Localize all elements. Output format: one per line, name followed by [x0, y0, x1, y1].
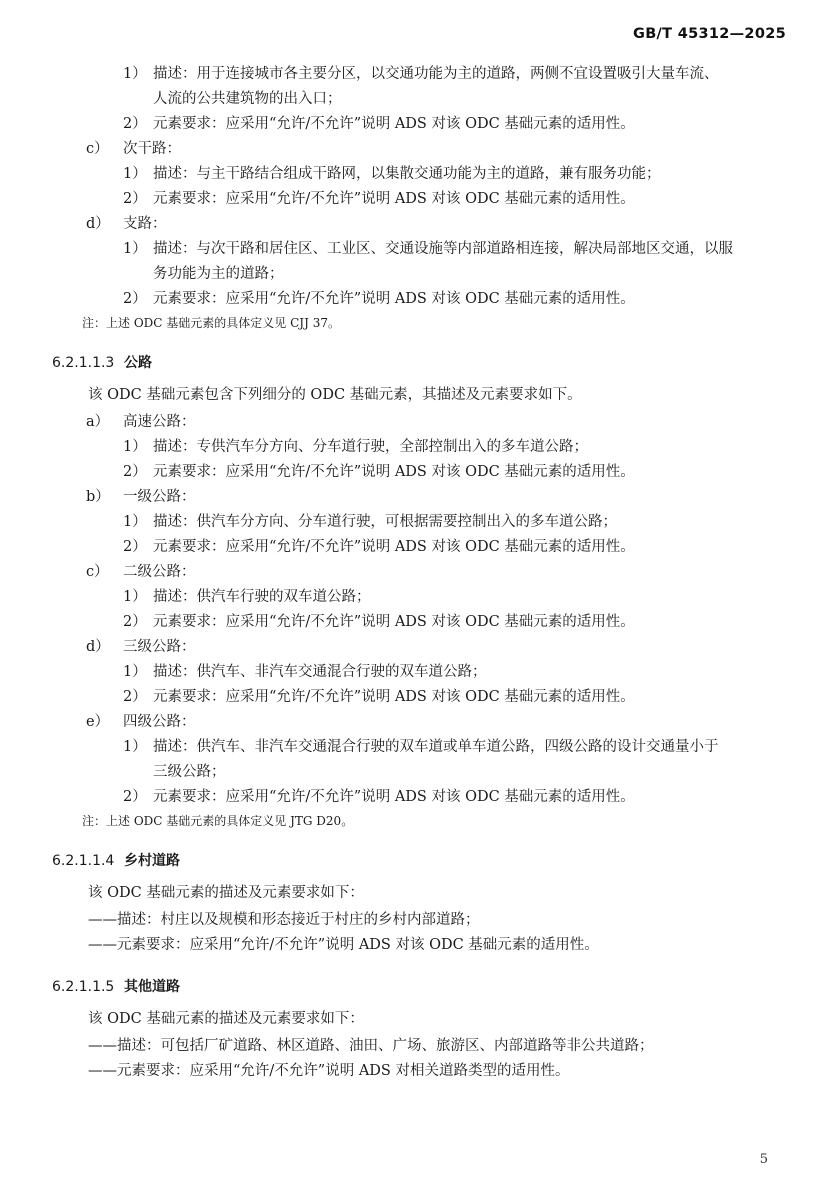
- list-item: [0, 162, 832, 187]
- group-label: 三级公路：: [123, 639, 196, 655]
- list-item: [0, 785, 832, 810]
- group-label: 支路：: [123, 216, 167, 232]
- item-text: 描述：与次干路和居住区、工业区、交通设施等内部道路相连接，解决局部地区交通，以服: [153, 241, 733, 257]
- item-marker: 1）: [123, 66, 147, 82]
- item-text: 元素要求：应采用“允许/不允许”说明 ADS 对该 ODC 基础元素的适用性。: [153, 291, 635, 307]
- page-number: 5: [759, 1152, 768, 1167]
- item-marker: 2）: [123, 464, 147, 480]
- group-label: 一级公路：: [123, 489, 196, 505]
- list-item: [0, 685, 832, 710]
- list-group-heading: [0, 410, 832, 435]
- item-text: 元素要求：应采用“允许/不允许”说明 ADS 对该 ODC 基础元素的适用性。: [153, 614, 635, 630]
- section-heading: [0, 970, 832, 1004]
- item-marker: 1）: [123, 589, 147, 605]
- list-item-continuation: [0, 262, 832, 287]
- dash-item: [0, 1059, 832, 1084]
- dash-item-text: ——描述：可包括厂矿道路、林区道路、油田、广场、旅游区、内部道路等非公共道路；: [88, 1038, 654, 1054]
- item-text: 元素要求：应采用“允许/不允许”说明 ADS 对该 ODC 基础元素的适用性。: [153, 689, 635, 705]
- item-text: 描述：供汽车、非汽车交通混合行驶的双车道或单车道公路，四级公路的设计交通量小于: [153, 739, 719, 755]
- item-text: 元素要求：应采用“允许/不允许”说明 ADS 对该 ODC 基础元素的适用性。: [153, 464, 635, 480]
- item-text: 描述：供汽车分方向、分车道行驶，可根据需要控制出入的多车道公路；: [153, 514, 617, 530]
- list-group-heading: [0, 212, 832, 237]
- group-marker: c）: [86, 141, 109, 157]
- item-marker: 1）: [123, 739, 147, 755]
- group-label: 次干路：: [123, 141, 181, 157]
- item-text: 描述：专供汽车分方向、分车道行驶，全部控制出入的多车道公路；: [153, 439, 588, 455]
- item-marker: 1）: [123, 514, 147, 530]
- group-marker: c）: [86, 564, 109, 580]
- list-item: [0, 585, 832, 610]
- section-number: 6.2.1.1.3: [52, 355, 115, 371]
- list-item: [0, 237, 832, 262]
- list-item: [0, 187, 832, 212]
- group-marker: e）: [86, 714, 110, 730]
- item-marker: 2）: [123, 689, 147, 705]
- group-label: 二级公路：: [123, 564, 196, 580]
- item-text: 人流的公共建筑物的出入口；: [153, 91, 342, 107]
- group-label: 高速公路：: [123, 414, 196, 430]
- item-text: 描述：用于连接城市各主要分区，以交通功能为主的道路，两侧不宜设置吸引大量车流、: [153, 66, 719, 82]
- list-item-continuation: [0, 760, 832, 785]
- item-text: 元素要求：应采用“允许/不允许”说明 ADS 对该 ODC 基础元素的适用性。: [153, 539, 635, 555]
- paragraph-text: 该 ODC 基础元素包含下列细分的 ODC 基础元素，其描述及元素要求如下。: [88, 387, 582, 403]
- item-marker: 1）: [123, 166, 147, 182]
- item-marker: 2）: [123, 789, 147, 805]
- item-marker: 1）: [123, 241, 147, 257]
- group-marker: d）: [86, 639, 110, 655]
- list-item: [0, 460, 832, 485]
- paragraph: [0, 380, 832, 410]
- item-marker: 2）: [123, 116, 147, 132]
- group-marker: b）: [86, 489, 110, 505]
- dash-item: [0, 1034, 832, 1059]
- item-text: 描述：供汽车、非汽车交通混合行驶的双车道公路；: [153, 664, 487, 680]
- group-marker: a）: [86, 414, 110, 430]
- list-item: [0, 610, 832, 635]
- paragraph-text: 该 ODC 基础元素的描述及元素要求如下：: [88, 885, 364, 901]
- item-text: 元素要求：应采用“允许/不允许”说明 ADS 对该 ODC 基础元素的适用性。: [153, 191, 635, 207]
- section-title: 乡村道路: [124, 853, 180, 869]
- item-text: 元素要求：应采用“允许/不允许”说明 ADS 对该 ODC 基础元素的适用性。: [153, 116, 635, 132]
- section-title: 公路: [124, 355, 152, 371]
- list-item: [0, 660, 832, 685]
- list-group-heading: [0, 635, 832, 660]
- note-text: 注：上述 ODC 基础元素的具体定义见 JTG D20。: [82, 814, 354, 828]
- list-item: [0, 112, 832, 137]
- list-item: [0, 287, 832, 312]
- list-item: [0, 510, 832, 535]
- paragraph: [0, 1004, 832, 1034]
- dash-item: [0, 908, 832, 933]
- note: [0, 810, 832, 832]
- item-text: 描述：供汽车行驶的双车道公路；: [153, 589, 371, 605]
- section-number: 6.2.1.1.4: [52, 853, 115, 869]
- list-item: [0, 735, 832, 760]
- list-group-heading: [0, 710, 832, 735]
- paragraph-text: 该 ODC 基础元素的描述及元素要求如下：: [88, 1011, 364, 1027]
- item-marker: 2）: [123, 191, 147, 207]
- list-item: [0, 435, 832, 460]
- section-title: 其他道路: [124, 979, 180, 995]
- item-marker: 1）: [123, 664, 147, 680]
- item-marker: 1）: [123, 439, 147, 455]
- item-text: 三级公路；: [153, 764, 226, 780]
- item-marker: 2）: [123, 614, 147, 630]
- list-item: [0, 62, 832, 87]
- group-label: 四级公路：: [123, 714, 196, 730]
- dash-item-text: ——元素要求：应采用“允许/不允许”说明 ADS 对相关道路类型的适用性。: [88, 1063, 570, 1079]
- dash-item-text: ——描述：村庄以及规模和形态接近于村庄的乡村内部道路；: [88, 912, 480, 928]
- group-marker: d）: [86, 216, 110, 232]
- document-id: GB/T 45312—2025: [633, 26, 786, 42]
- item-text: 务功能为主的道路；: [153, 266, 284, 282]
- section-heading: [0, 844, 832, 878]
- page-body: [0, 62, 832, 1084]
- section-number: 6.2.1.1.5: [52, 979, 115, 995]
- item-text: 描述：与主干路结合组成干路网，以集散交通功能为主的道路，兼有服务功能；: [153, 166, 661, 182]
- note-text: 注：上述 ODC 基础元素的具体定义见 CJJ 37。: [82, 316, 340, 330]
- list-item: [0, 535, 832, 560]
- list-item-continuation: [0, 87, 832, 112]
- note: [0, 312, 832, 334]
- dash-item: [0, 933, 832, 958]
- item-marker: 2）: [123, 291, 147, 307]
- section-heading: [0, 346, 832, 380]
- paragraph: [0, 878, 832, 908]
- dash-item-text: ——元素要求：应采用“允许/不允许”说明 ADS 对该 ODC 基础元素的适用性。: [88, 937, 599, 953]
- list-group-heading: [0, 560, 832, 585]
- list-group-heading: [0, 137, 832, 162]
- item-text: 元素要求：应采用“允许/不允许”说明 ADS 对该 ODC 基础元素的适用性。: [153, 789, 635, 805]
- item-marker: 2）: [123, 539, 147, 555]
- list-group-heading: [0, 485, 832, 510]
